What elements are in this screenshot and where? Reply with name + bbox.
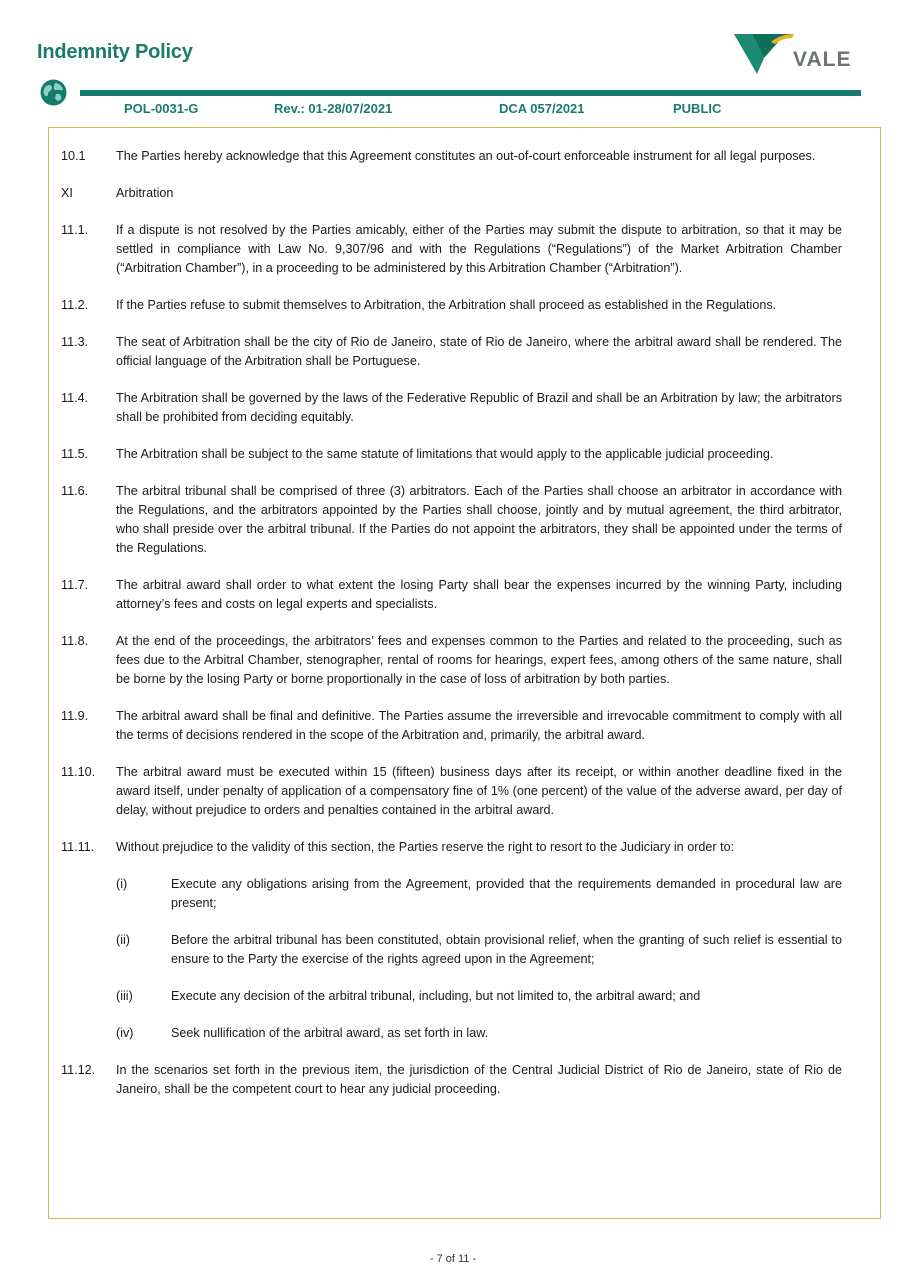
sub-item-number: (iii) (116, 989, 133, 1003)
sub-item (116, 1024, 842, 1043)
section-heading (61, 184, 842, 203)
clause-number: 11.5. (61, 447, 89, 461)
clause-text: Without prejudice to the validity of this section, the Parties reserve the right to resort to the Judiciary in order to: (116, 840, 735, 854)
clause-text: The Arbitration shall be governed by the laws of the Federative Republic of Brazil and shall be an Arbitration by law; the arbitrators shall be prohibited from deciding equitably. (116, 391, 842, 424)
sub-item-text: Seek nullification of the arbitral award, as set forth in law. (171, 1026, 489, 1040)
clause (61, 389, 842, 427)
clause (61, 296, 842, 315)
sub-item-text: Execute any obligations arising from the Agreement, provided that the requirements demanded in procedural law are present; (171, 877, 842, 910)
clause-text: At the end of the proceedings, the arbitrators’ fees and expenses common to the Parties and related to the proceeding, such as fees due to the Arbitral Chamber, stenographer, rental of rooms for hearings, expert fees, among others of the same nature, shall be borne by the losing Party or borne proportionally in the case of loss of arbitration by both parties. (116, 634, 842, 686)
policy-code: POL-0031-G (124, 101, 199, 116)
page-number: - 7 of 11 - (429, 1253, 477, 1265)
clause-text: If the Parties refuse to submit themselves to Arbitration, the Arbitration shall proceed as established in the Regulations. (116, 298, 777, 312)
clause (61, 147, 842, 166)
clause-number: 11.1. (61, 223, 89, 237)
clause-text: The Parties hereby acknowledge that this Agreement constitutes an out-of-court enforceable instrument for all legal purposes. (116, 149, 816, 163)
classification: PUBLIC (673, 101, 722, 116)
section-title: Arbitration (116, 186, 174, 200)
clause-number: 11.10. (61, 765, 96, 779)
clause-text: The arbitral tribunal shall be comprised of three (3) arbitrators. Each of the Parties shall choose an arbitrator in accordance with the Regulations, and the arbitrators appointed by the Parties shall choose, jointly and by mutual agreement, the third arbitrator, who shall preside over the arbitral tribunal. If the Parties do not appoint the arbitrators, they shall be appointed under the terms of the Regulations. (116, 484, 842, 555)
clause-number: 11.6. (61, 484, 89, 498)
clause-number: 11.3. (61, 335, 89, 349)
sub-item (116, 875, 842, 913)
clause (61, 576, 842, 614)
sub-item-number: (ii) (116, 933, 130, 947)
clause (61, 221, 842, 278)
clause-text: The Arbitration shall be subject to the same statute of limitations that would apply to the applicable judicial proceeding. (116, 447, 774, 461)
clause-number: 11.9. (61, 709, 89, 723)
document-body (61, 147, 842, 1117)
sub-item-text: Execute any decision of the arbitral tribunal, including, but not limited to, the arbitral award; and (171, 989, 701, 1003)
clause-text: The arbitral award shall order to what extent the losing Party shall bear the expenses incurred by the winning Party, including attorney’s fees and costs on legal experts and specialists. (116, 578, 842, 611)
clause (61, 1061, 842, 1099)
clause-number: 11.7. (61, 578, 89, 592)
clause-text: The arbitral award shall be final and definitive. The Parties assume the irreversible and irrevocable commitment to comply with all the terms of decisions rendered in the scope of the Arbitration and, primarily, the arbitral award. (116, 709, 842, 742)
clause-text: In the scenarios set forth in the previous item, the jurisdiction of the Central Judicial District of Rio de Janeiro, state of Rio de Janeiro, shall be the competent court to hear any judicial proceeding. (116, 1063, 842, 1096)
clause-number: 11.12. (61, 1063, 96, 1077)
clause-number: 11.11. (61, 840, 95, 854)
clause (61, 445, 842, 464)
sub-item-text: Before the arbitral tribunal has been constituted, obtain provisional relief, when the granting of such relief is essential to ensure to the Party the exercise of the rights agreed upon in the Agreement; (171, 933, 842, 966)
clause-text: The seat of Arbitration shall be the city of Rio de Janeiro, state of Rio de Janeiro, where the arbitral award shall be rendered. The official language of the Arbitration shall be Portuguese. (116, 335, 842, 368)
document-title: Indemnity Policy (37, 41, 193, 63)
section-number: XI (61, 186, 73, 200)
header-rule (80, 90, 861, 96)
clause-number: 11.2. (61, 298, 89, 312)
clause-number: 11.8. (61, 634, 89, 648)
globe-icon (40, 79, 67, 106)
clause (61, 632, 842, 689)
sub-item-number: (i) (116, 877, 128, 891)
sub-item (116, 931, 842, 969)
clause-text: The arbitral award must be executed within 15 (fifteen) business days after its receipt, or within another deadline fixed in the award itself, under penalty of application of a compensatory fine of 1% (one percent) of the value of the adverse award, per day of delay, without prejudice to orders and penalties contained in the arbitral award. (116, 765, 842, 817)
sub-item (116, 987, 842, 1006)
clause-number: 10.1 (61, 149, 86, 163)
clause (61, 838, 842, 857)
clause (61, 763, 842, 820)
sub-item-number: (iv) (116, 1026, 134, 1040)
clause (61, 333, 842, 371)
clause-text: If a dispute is not resolved by the Parties amicably, either of the Parties may submit the dispute to arbitration, so that it may be settled in compliance with Law No. 9,307/96 and with the Regulations (“Regulations”) of the Market Arbitration Chamber (“Arbitration Chamber”), in a proceeding to be administered by this Arbitration Chamber (“Arbitration”). (116, 223, 842, 275)
clause (61, 482, 842, 558)
clause-number: 11.4. (61, 391, 89, 405)
vale-logo-text: VALE (793, 48, 852, 71)
revision: Rev.: 01-28/07/2021 (274, 101, 393, 116)
clause (61, 707, 842, 745)
dca-number: DCA 057/2021 (499, 101, 585, 116)
